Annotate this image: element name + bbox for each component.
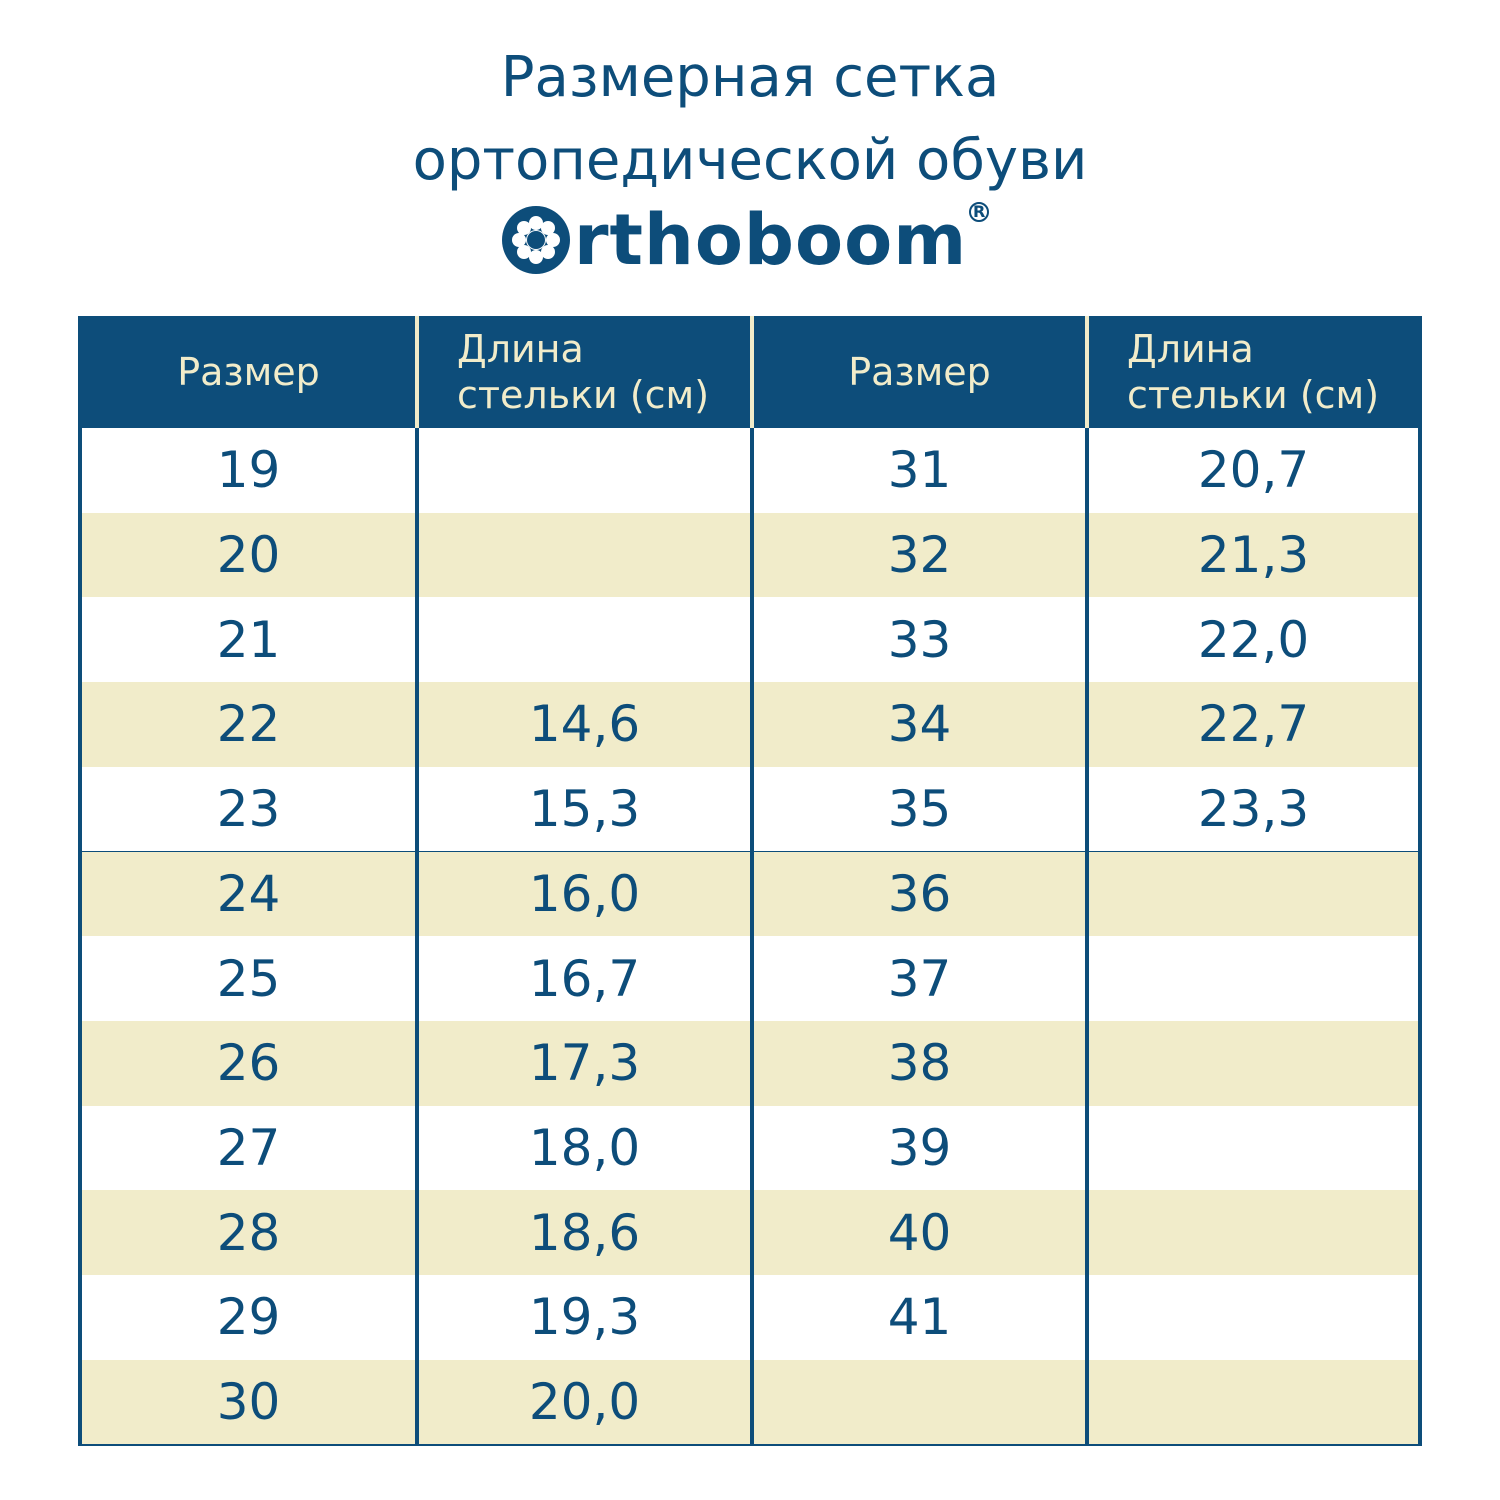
header-label: стельки (см)	[457, 373, 710, 417]
size-cell: 22	[216, 695, 281, 754]
size-cell: 31	[887, 441, 952, 500]
insole-length-cell: 18,6	[528, 1203, 641, 1262]
insole-length-cell: 14,6	[528, 695, 641, 754]
insole-length-cell	[1089, 936, 1418, 1021]
insole-length-cell: 19,3	[528, 1288, 641, 1347]
header-label: Размер	[848, 350, 991, 394]
page-title-line-1: Размерная сетка	[500, 45, 1000, 110]
size-cell: 35	[887, 780, 952, 839]
brand-wordmark: rthoboom	[574, 199, 968, 281]
size-cell: 26	[216, 1034, 281, 1093]
insole-length-cell: 18,0	[528, 1118, 641, 1177]
size-cell: 32	[887, 526, 952, 585]
size-cell: 24	[216, 864, 281, 923]
size-chart-table	[78, 316, 1422, 1446]
size-cell: 34	[887, 695, 952, 754]
insole-length-cell	[419, 597, 750, 682]
insole-length-cell	[1089, 1190, 1418, 1275]
size-cell: 41	[887, 1288, 952, 1347]
size-cell	[754, 1360, 1085, 1445]
column-divider	[750, 428, 754, 1446]
insole-length-cell: 15,3	[528, 780, 641, 839]
size-cell: 27	[216, 1118, 281, 1177]
size-cell: 38	[887, 1034, 952, 1093]
column-divider	[1085, 428, 1089, 1446]
header-size-1	[82, 316, 415, 428]
size-cell: 21	[216, 610, 281, 669]
insole-length-cell	[419, 428, 750, 513]
size-cell: 40	[887, 1203, 952, 1262]
size-cell: 39	[887, 1118, 952, 1177]
insole-length-cell	[1089, 1360, 1418, 1445]
insole-length-cell	[1089, 1106, 1418, 1191]
insole-length-cell	[1089, 1021, 1418, 1106]
size-cell: 33	[887, 610, 952, 669]
size-cell: 30	[216, 1373, 281, 1432]
size-cell: 36	[887, 864, 952, 923]
insole-length-cell: 23,3	[1197, 780, 1310, 839]
header-size-2	[754, 316, 1085, 428]
insole-length-cell: 22,0	[1197, 610, 1310, 669]
header-label: стельки (см)	[1127, 373, 1380, 417]
header-label: Длина	[457, 327, 584, 371]
size-cell: 29	[216, 1288, 281, 1347]
header-insole-length-2	[1089, 316, 1418, 428]
insole-length-cell	[1089, 852, 1418, 937]
insole-length-cell: 16,0	[528, 864, 641, 923]
header-label: Размер	[177, 350, 320, 394]
brand-logo	[500, 200, 989, 280]
header-insole-length-1	[419, 316, 750, 428]
page-title-line-2: ортопедической обуви	[412, 128, 1088, 193]
size-cell: 19	[216, 441, 281, 500]
insole-length-cell	[1089, 1275, 1418, 1360]
table-header	[82, 316, 1418, 428]
header-label: Длина	[1127, 327, 1254, 371]
size-cell: 20	[216, 526, 281, 585]
insole-length-cell: 20,7	[1197, 441, 1310, 500]
insole-length-cell: 20,0	[528, 1373, 641, 1432]
insole-length-cell: 22,7	[1197, 695, 1310, 754]
flower-icon	[500, 204, 572, 276]
size-cell: 37	[887, 949, 952, 1008]
insole-length-cell	[419, 513, 750, 598]
size-cell: 23	[216, 780, 281, 839]
insole-length-cell: 21,3	[1197, 526, 1310, 585]
size-cell: 28	[216, 1203, 281, 1262]
insole-length-cell: 16,7	[528, 949, 641, 1008]
column-divider	[415, 428, 419, 1446]
size-cell: 25	[216, 949, 281, 1008]
insole-length-cell: 17,3	[528, 1034, 641, 1093]
registered-mark: R	[969, 202, 989, 222]
